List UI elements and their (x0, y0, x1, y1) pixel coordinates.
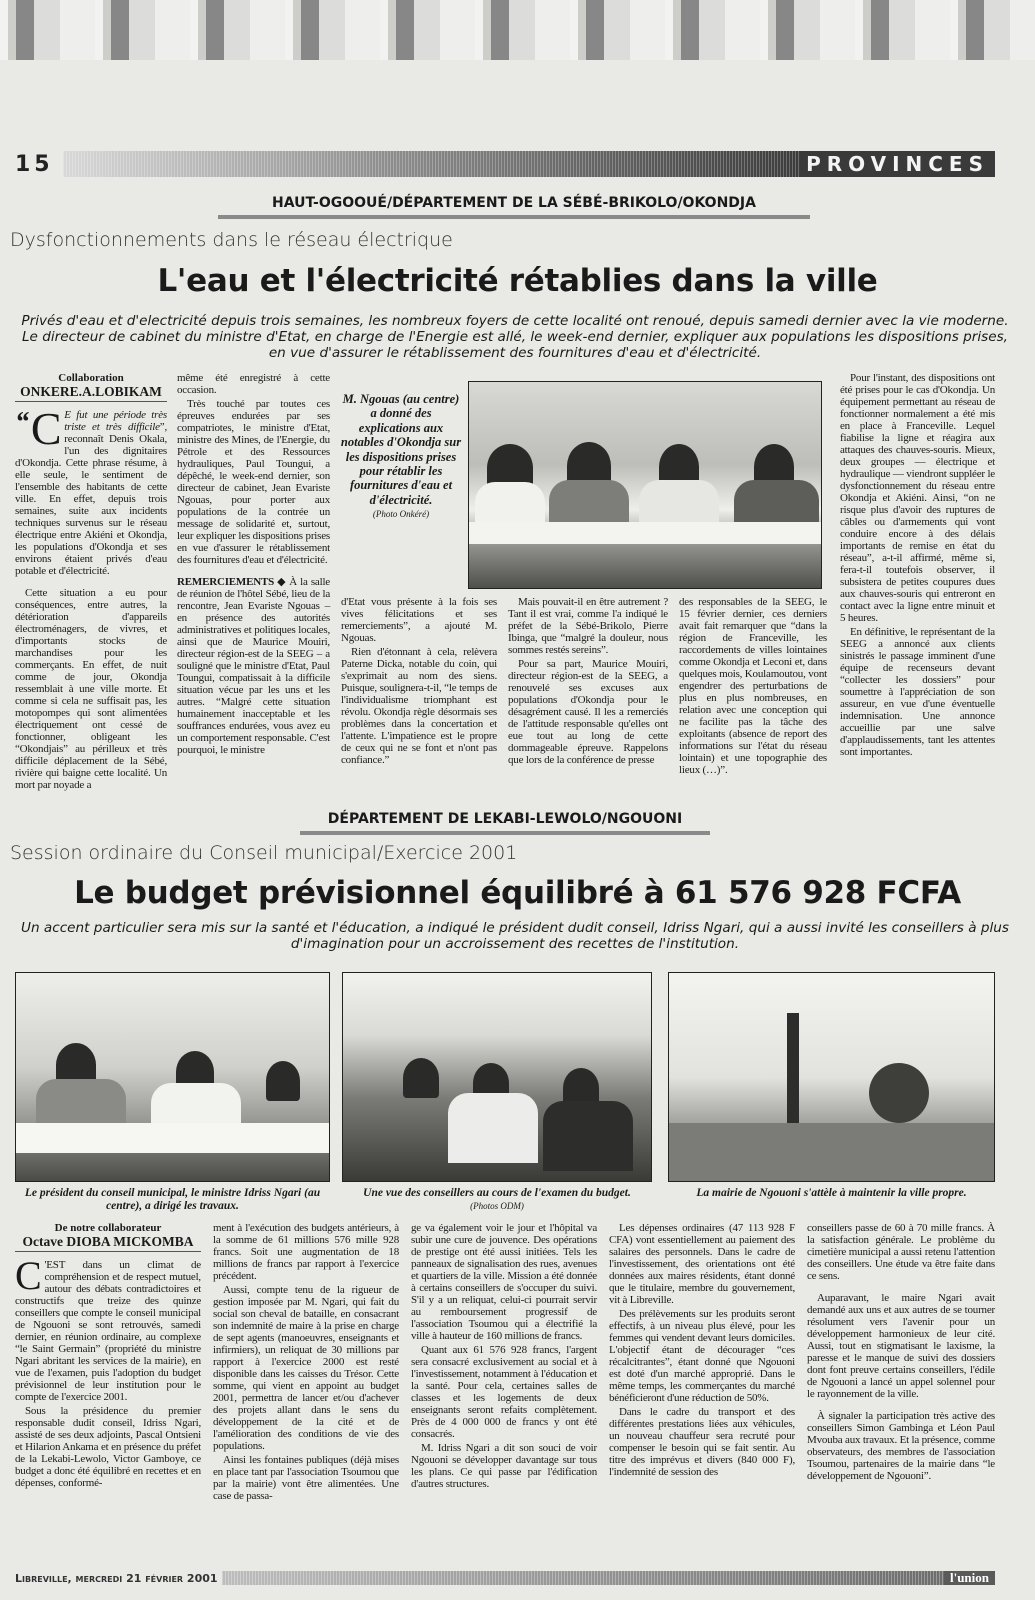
paragraph: Auparavant, le maire Ngari avait demandé aux uns et aux autres de se tourner résolument vers l'avenir pour un développement harmonieux de leur cité. Aussi, tout en stigmatisant le laxisme, la paresse et le manque de suivi des dossiers dont font preuve certains conseillers, l'édile de Ngouoni a lancé un appel solennel pour le rayonnement de la ville. (807, 1292, 995, 1400)
article1-column-6 (840, 372, 995, 758)
caption-text: Une vue des conseillers au cours de l'examen du budget. (363, 1187, 631, 1199)
paragraph: même été enregistré à cette occasion. (177, 372, 330, 396)
paragraph: Des prélèvements sur les produits seront effectifs, à un niveau plus élevé, pour les femmes qui vendent devant leurs domiciles. L'objectif étant de décourager “ces récalcitrantes”, étant donné que Ngouoni est doté d'un marché approprié. Dans le même temps, les commerçantes du marché bénéficieront d'une réduction de 50%. (609, 1308, 795, 1404)
paragraph: Sous la présidence du premier responsable dudit conseil, Idriss Ngari, assisté de ses deux adjoints, Pascal Ontsieni et Hilarion Ankama et en présence du préfet de la Lekabi-Lewolo, Victor Gamboye, ce budget a donc été équilibré en recettes et en dépenses, conformé- (15, 1405, 201, 1489)
article2-byline (15, 1222, 201, 1252)
paragraph-text: 'EST dans un climat de compréhension et de respect mutuel, autour des débats contradictoires et constructifs que treize des quinze conseillers que compte le conseil municipal de Ngouoni se sont retrouvés, samedi dernier, en réunion ordinaire, au complexe “le Saint Germain” (propriété du ministre Ngari abritant les services de la mairie), en vue de l'examen, puis l'adoption du budget prévisionnel de leur institution pour le compte de l'exercice 2001. (15, 1259, 201, 1403)
photo-caption-3: La mairie de Ngouoni s'attèle à maintenir la ville propre. (696, 1187, 967, 1199)
article1-column-3 (341, 596, 497, 766)
byline-name: Octave DIOBA MICKOMBA (22, 1234, 194, 1249)
article2-column-1 (15, 1222, 201, 1489)
paragraph-text: À la salle de réunion de l'hôtel Sébé, lieu de la rencontre, Jean Evariste Ngouas – en présence des autorités administratives et politiques locales, ainsi que de Maurice Mouiri, directeur région-est de la SEEG – a souligné que le ministre d'Etat, Paul Toungui, compatissait à la difficile situation vécue par les uns et les autres. “Malgré cette situation humainement inacceptable et les souffrances endurées, vous avez eu un comportement responsable. C'est pourquoi, le ministre (177, 576, 330, 756)
drop-cap: C (15, 1253, 42, 1298)
byline-name: ONKERE.A.LOBIKAM (20, 384, 162, 399)
article2-photo-councillors (342, 972, 652, 1182)
lead-quote: E fut une période très triste et très difficile (64, 409, 167, 433)
paragraph: Très touché par toutes ces épreuves endurées par ses compatriotes, le ministre d'Etat, ministre des Mines, de l'Energie, du Pétrole et des Ressources hydrauliques, Paul Toungui, a dépêché, le week-end dernier, son directeur de cabinet, Jean Evariste Ngouas, pour porter aux populations de la contrée un message de solidarité et, surtout, leur expliquer les dispositions prises en vue d'assurer le rétablissement des fournitures d'eau et d'électricité. (177, 398, 330, 566)
paragraph: Cette situation a eu pour conséquences, entre autres, la détérioration d'appareils électroménagers, de vivres, et d'importants stocks de marchandises pour les commerçants. En effet, de nuit comme de jour, Okondja ressemblait à une ville morte. Et comme si cela ne suffisait pas, les motopompes qui sont alimentées électriquement ont cessé de fonctionner, obligeant les “Okondjais” au périlleux et très difficile déplacement de la Sébé, rivière qui baigne cette localité. Un mort par noyade a (15, 587, 167, 791)
article1-column-5 (679, 596, 827, 776)
intertitle: REMERCIEMENTS ◆ (177, 576, 287, 588)
paragraph: conseillers passe de 60 à 70 mille francs. À la satisfaction générale. Le problème du cimetière municipal a aussi retenu l'attention des conseillers. Une étude va être faite dans ce sens. (807, 1222, 995, 1282)
paragraph: Pour sa part, Maurice Mouiri, directeur région-est de la SEEG, a renouvelé ses excuses aux populations d'Okondja pour le désagrément causé. Il les a remerciés de l'attitude responsable qu'elles ont eue tout au long de cette dommageable épreuve. Rappelons que lors de la conférence de presse (508, 658, 668, 766)
article1-intro: Privés d'eau et d'electricité depuis trois semaines, les nombreux foyers de cette localité ont renoué, depuis samedi dernier avec la vie moderne. Le directeur de cabinet du ministre d'Etat, en charge de l'Energie est allé, le week-end dernier, expliquer aux populations les dispositions prises, en vue d'assurer le rétablissement des fournitures d'eau et d'électricité. (21, 313, 1009, 361)
article1-photo-caption (340, 392, 462, 522)
page-number: 15 (15, 151, 54, 177)
article2-kicker: DÉPARTEMENT DE LEKABI-LEWOLO/NGOUONI (300, 811, 710, 835)
photo-credit: (Photos ODM) (470, 1201, 524, 1211)
paragraph: d'Etat vous présente à la fois ses vives félicitations et ses remerciements”, a ajouté M. Ngouas. (341, 596, 497, 644)
article2-photo-town-hall (668, 972, 995, 1182)
article2-column-4 (609, 1222, 795, 1478)
paragraph: Aussi, compte tenu de la rigueur de gestion imposée par M. Ngari, qui fait du social son cheval de bataille, en consacrant son indemnité de maire à la prise en charge de sept agents (manoeuvres, enseignants et infirmiers), un reliquat de 30 millions par rapport à l'exercice 2000 est resté disponible dans les caisses du Trésor. Cette somme, qui vient en appoint au budget 2001, permettra de lancer et/ou d'achever des projets allant dans le sens du développement de la cité et de l'amélioration des conditions de vie des populations. (213, 1284, 399, 1452)
caption-text: M. Ngouas (au centre) a donné des explications aux notables d'Okondja sur les dispositions prises pour rétablir les fournitures d'eau et d'électricité. (340, 392, 462, 507)
article2-intro: Un accent particulier sera mis sur la santé et l'éducation, a indiqué le président dudit conseil, Idriss Ngari, qui a aussi invité les conseillers à plus d'imagination pour un accroissement des recettes de l'institution. (21, 920, 1009, 952)
scan-edge (0, 0, 1035, 80)
footer-dateline: Libreville, mercredi 21 février 2001 (15, 1571, 218, 1585)
paragraph: En définitive, le représentant de la SEEG a annoncé aux clients sinistrés le passage imminent d'une équipe de recenseurs devant “collecter les dossiers” pour soumettre à l'appréciation de son assureur, en vue d'une éventuelle indemnisation. Une annonce accueillie par une salve d'applaudissements, tant les attentes sont importantes. (840, 626, 995, 758)
header-gradient-bar (63, 151, 800, 177)
article1-column-2 (177, 372, 330, 756)
article1-byline (15, 372, 167, 402)
paragraph: À signaler la participation très active des conseillers Simon Gambinga et Léon Paul Mvouba aux travaux. Et la présence, comme observateurs, des membres de l'association Tsoumou, partenaires de la mairie dans “le développement de Ngouoni”. (807, 1410, 995, 1482)
article2-photo-council-president (15, 972, 330, 1182)
paragraph: Ainsi les fontaines publiques (déjà mises en place tant par l'association Tsoumou que par la mairie) vont être alimentées. Une case de passa- (213, 1454, 399, 1502)
paragraph: Mais pouvait-il en être autrement ? Tant il est vrai, comme l'a indiqué le préfet de la Sébé-Brikolo, Pierre Ibinga, que “malgré la douleur, nous sommes restés sereins”. (508, 596, 668, 656)
article1-kicker: HAUT-OGOOUÉ/DÉPARTEMENT DE LA SÉBÉ-BRIKOLO/OKONDJA (218, 195, 810, 219)
paragraph: Les dépenses ordinaires (47 113 928 F CFA) vont essentiellement au paiement des salaires des personnels. Dans le cadre de l'investissement, des orientations ont été données aux maires résidents, étant donné que le titulaire, membre du gouvernement, vit à Libreville. (609, 1222, 795, 1306)
drop-cap: C (30, 403, 62, 454)
photo-credit: (Photo Onkéré) (372, 509, 430, 520)
article1-photo (468, 381, 822, 589)
article1-headline: L'eau et l'électricité rétablies dans la ville (157, 263, 878, 299)
article2-lead-paragraph (15, 1253, 201, 1403)
paragraph: Dans le cadre du transport et des différentes prestations liées aux véhicules, un nouveau chauffeur sera recruté pour compenser le besoin qui se fait sentir. Au titre des imprévus et divers (840 000 F), l'indemnité de session des (609, 1406, 795, 1478)
article2-column-3 (411, 1222, 597, 1490)
article2-column-5 (807, 1222, 995, 1482)
newspaper-logo: l'union (944, 1571, 995, 1585)
article2-subhead: Session ordinaire du Conseil municipal/Exercice 2001 (10, 842, 518, 864)
byline-label: De notre collaborateur (54, 1222, 162, 1234)
paragraph: Quant aux 61 576 928 francs, l'argent sera consacré exclusivement au social et à l'investissement, notamment à l'éducation et la santé. Pour cela, certaines salles de classes et les logements de deux enseignants seront refaits complètement. Près de 4 000 000 de francs y ont été consacrés. (411, 1344, 597, 1440)
paragraph: des responsables de la SEEG, le 15 février dernier, ces derniers avait fait remarquer que “dans la région de Franceville, les raccordements de villes lointaines comme Okondja et Leconi et, dans quelques mois, Koulamoutou, vont engendrer des perturbations de plus en plus nombreuses, en relation avec une conception qui ne facilite pas la tâche des exploitants (absence de report des informations sur l'état du réseau lointain) et une topographie des lieux (…)”. (679, 596, 827, 776)
page-footer (15, 1570, 995, 1586)
footer-gradient-bar (222, 1571, 944, 1585)
paragraph: M. Idriss Ngari a dit son souci de voir Ngouoni se développer davantage sur tous les plans. Ce qui passe par l'édification d'autres structures. (411, 1442, 597, 1490)
article1-column-4 (508, 596, 668, 766)
paragraph: Rien d'étonnant à cela, relèvera Paterne Dicka, notable du coin, qui s'exprimait au nom des siens. Puisque, soulignera-t-il, “le temps de l'individualisme triomphant est révolu. Okondja règle désormais ses problèmes dans la concertation et l'attente. L'impatience est le propre de ceux qui ne se font et n'ont pas confiance.” (341, 646, 497, 766)
photo-caption-1: Le président du conseil municipal, le ministre Idriss Ngari (au centre), a dirigé les travaux. (24, 1187, 321, 1212)
paragraph: Pour l'instant, des dispositions ont été prises pour le cas d'Okondja. Un équipement permettant au réseau de fonctionner normalement a été mis en place à Franceville. Lequel fiabilise la ligne et réagira aux attaques des chauves-souris. Mieux, deux groupes — électrique et hydraulique — viendront suppléer le dysfonctionnement du réseau entre Okondja et Akiéni. Ainsi, “on ne risque plus d'avoir des ruptures de câbles ou d'armements qui vont conduire encore à des délais importants de remise en état du réseau”, a-t-il affirmé, même si, fera-t-il toutefois observer, il subsistera de petites coupures dues aux chauves-souris qui entreront en contact avec la ligne entre minuit et 5 heures. (840, 372, 995, 624)
photo-caption-2 (342, 1187, 652, 1213)
article1-lead-paragraph (15, 403, 167, 577)
section-title: PROVINCES (800, 151, 995, 177)
quote-mark: “ (15, 407, 29, 438)
paragraph: ge va également voir le jour et l'hôpital va subir une cure de jouvence. Des opérations de prestige ont été aussi initiées. Tels les panneaux de signalisation des rues, avenues et quartiers de la ville. Mission a été donnée à certains conseillers de s'occuper du suivi. S'il y a un reliquat, celui-ci pourrait servir au remboursement progressif de l'association Tsoumou qui a électrifié la ville à hauteur de 160 millions de francs. (411, 1222, 597, 1342)
page-header (15, 150, 995, 178)
paragraph: ment à l'exécution des budgets antérieurs, à la somme de 61 millions 576 mille 928 francs. Soit une augmentation de 18 millions de francs par rapport à l'exercice précédent. (213, 1222, 399, 1282)
article1-subhead: Dysfonctionnements dans le réseau électrique (10, 229, 453, 251)
paragraph (177, 576, 330, 756)
byline-label: Collaboration (58, 372, 124, 384)
article1-column-1 (15, 372, 167, 791)
article2-headline: Le budget prévisionnel équilibré à 61 576 928 FCFA (74, 875, 961, 911)
paragraph: ”, reconnaît Denis Okala, l'un des dignitaires d'Okondja. Cette phrase résume, à elle seule, le sentiment de l'ensemble des habitants de cette ville. En effet, depuis trois semaines, suite aux incidents techniques survenus sur le réseau électrique entre Akiéni et Okondja, les populations d'Okondja et ses environs étaient privés d'eau potable et d'électricité. (15, 421, 167, 577)
article2-column-2 (213, 1222, 399, 1502)
